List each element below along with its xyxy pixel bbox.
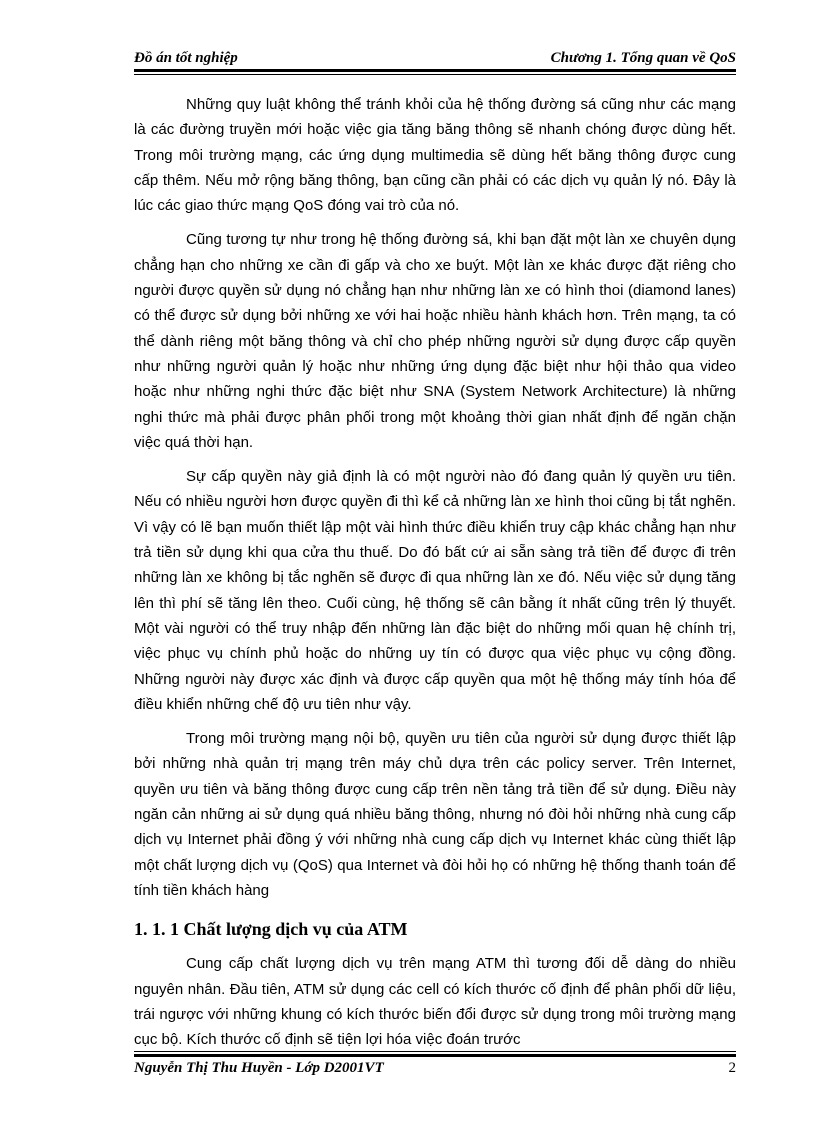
header-document-title: Đồ án tốt nghiệp [134, 50, 238, 66]
header-divider [134, 69, 736, 75]
body-paragraph-4: Trong môi trường mạng nội bộ, quyền ưu tiên của người sử dụng được thiết lập bởi những nhà quản trị mạng trên máy chủ dựa trên các policy server. Trên Internet, quyền ưu tiên và băng thông được cung cấp trên nền tảng trả tiền để sử dụng. Điều này ngăn cản những ai sử dụng quá nhiều băng thông, nhưng nó đòi hỏi những nhà cung cấp dịch vụ Internet phải đồng ý với những nhà cung cấp dịch vụ Internet khác cùng thiết lập một chất lượng dịch vụ (QoS) qua Internet và đòi hỏi họ có những hệ thống thanh toán để tính tiền khách hàng [134, 730, 736, 899]
header-chapter-title: Chương 1. Tổng quan về QoS [550, 50, 736, 66]
section-paragraph: Cung cấp chất lượng dịch vụ trên mạng ATM thì tương đối dễ dàng do nhiều nguyên nhân. Đầu tiên, ATM sử dụng các cell có kích thước cố định để phân phối dữ liệu, trái ngược với những khung có kích thước biến đổi được sử dụng trong môi trường mạng cục bộ. Kích thước cố định sẽ tiện lợi hóa việc đoán trước [134, 955, 736, 1049]
page-header [134, 50, 736, 68]
body-paragraph-2: Cũng tương tự như trong hệ thống đường sá, khi bạn đặt một làn xe chuyên dụng chẳng hạn cho những xe cần đi gấp và cho xe buýt. Một làn xe khác được đặt riêng cho người được quyền sử dụng nó chẳng hạn như những làn xe có hình thoi (diamond lanes) có thể được sử dụng bởi những xe với hai hoặc nhiều hành khách hơn. Trên mạng, ta có thể dành riêng một băng thông và chỉ cho phép những người sử dụng được cấp quyền như những người quản lý hoặc như những ứng dụng đặc biệt như hội thảo qua video hoặc như những nghi thức đặc biệt như SNA (System Network Architecture) là những nghi thức mà phải được phân phối trong một khoảng thời gian nhất định để ngăn chặn việc quá thời hạn. [134, 231, 736, 451]
body-paragraph-3: Sự cấp quyền này giả định là có một người nào đó đang quản lý quyền ưu tiên. Nếu có nhiều người hơn được quyền đi thì kể cả những làn xe hình thoi cũng bị tắt nghẽn. Vì vậy có lẽ bạn muốn thiết lập một vài hình thức điều khiển truy cập khác chẳng hạn như trả tiền sử dụng khi qua cửa thu thuế. Do đó bất cứ ai sẵn sàng trả tiền để được đi trên những làn xe không bị tắc nghẽn sẽ được đi qua những làn xe đó. Nếu việc sử dụng tăng lên thì phí sẽ tăng lên theo. Cuối cùng, hệ thống sẽ cân bằng ít nhất cũng trên lý thuyết. Một vài người có thể truy nhập đến những làn đặc biệt do những mối quan hệ chính trị, việc phục vụ chính phủ hoặc do những uy tín có được qua việc phục vụ cộng đồng. Những người này được xác định và được cấp quyền qua một hệ thống máy tính hóa để điều khiển những chế độ ưu tiên như vậy. [134, 468, 736, 713]
section-heading: 1. 1. 1 Chất lượng dịch vụ của ATM [134, 919, 408, 940]
page-footer [134, 1060, 736, 1078]
page-body [134, 92, 736, 1061]
footer-author: Nguyễn Thị Thu Huyền - Lớp D2001VT [134, 1060, 384, 1076]
page-number: 2 [728, 1060, 736, 1076]
body-paragraph-1: Những quy luật không thể tránh khỏi của hệ thống đường sá cũng như các mạng là các đường truyền mới hoặc việc gia tăng băng thông sẽ nhanh chóng được dùng hết. Trong môi trường mạng, các ứng dụng multimedia sẽ dùng hết băng thông được cung cấp thêm. Nếu mở rộng băng thông, bạn cũng cần phải có các dịch vụ quản lý nó. Đây là lúc các giao thức mạng QoS đóng vai trò của nó. [134, 96, 736, 215]
footer-divider [134, 1051, 736, 1057]
